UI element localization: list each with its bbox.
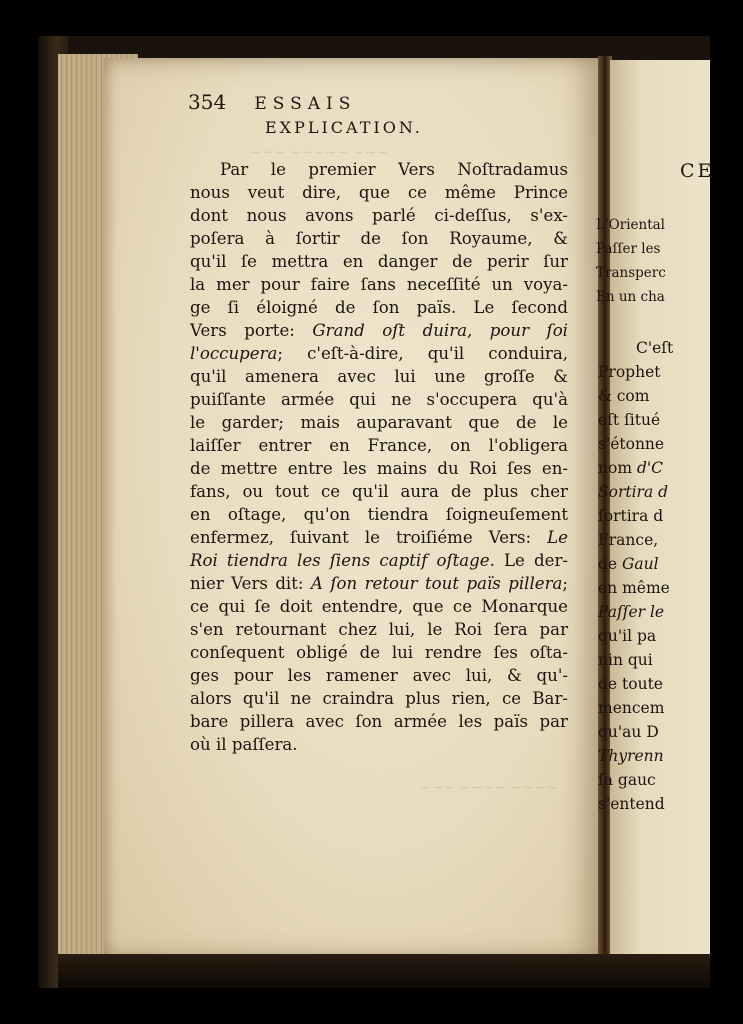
text-line (190, 687, 568, 710)
text-line (190, 365, 568, 388)
text-run: poſera à ſortir de ſon Royaume, & (190, 229, 568, 248)
text-line (190, 204, 568, 227)
running-head (188, 90, 356, 114)
right-page-heading: CE (680, 160, 715, 182)
right-page-line (598, 723, 672, 741)
text-line (190, 388, 568, 411)
italic-quote: Gaul (622, 555, 659, 573)
right-page-line (598, 699, 672, 717)
right-page-line (598, 363, 672, 381)
text-line (190, 733, 568, 756)
italic-quote: Grand oſt duira, pour ſoi (312, 321, 568, 340)
text-run: en oſtage, qu'on tiendra ſoigneuſement (190, 505, 568, 524)
text-run: France, (598, 531, 659, 549)
text-run: ſa gauc (598, 771, 656, 789)
text-line (190, 250, 568, 273)
right-page-line (598, 555, 672, 573)
italic-quote: A ſon retour tout païs pillera (310, 574, 563, 593)
text-line (190, 641, 568, 664)
italic-quote: Roi tiendra les ſiens captif oſtage. (190, 551, 495, 570)
text-run: ; (562, 574, 568, 593)
text-line (190, 710, 568, 733)
bottom-shadow (58, 954, 710, 988)
right-page-line (598, 507, 672, 525)
right-page-line (598, 627, 672, 645)
text-line (190, 618, 568, 641)
italic-quote: Le (547, 528, 568, 547)
right-page-line (598, 771, 672, 789)
text-line (190, 273, 568, 296)
text-line (190, 181, 568, 204)
right-page-line (598, 531, 672, 549)
text-run: nier Vers dit: (190, 574, 311, 593)
text-run: eſt ſitué (598, 411, 661, 429)
text-run: Prophet (598, 363, 661, 381)
text-run: puiſſante armée qui ne s'occupera qu'à (190, 390, 568, 409)
text-line (190, 595, 568, 618)
page-number: 354 (188, 90, 227, 114)
running-title: ESSAIS (254, 94, 357, 114)
text-line (190, 158, 568, 181)
text-run: dont nous avons parlé ci-deſſus, s'ex- (190, 206, 568, 225)
text-run: fans, ou tout ce qu'il aura de plus cher (190, 482, 568, 501)
right-page-line (598, 675, 672, 693)
right-page-line (596, 265, 670, 281)
text-line (190, 227, 568, 250)
text-run: nous veut dire, que ce même Prince (190, 183, 568, 202)
text-line (190, 457, 568, 480)
text-run: qu'il pa (598, 627, 657, 645)
text-run: ; c'eſt-à-dire, qu'il conduira, (277, 344, 568, 363)
bleed-through-mark: ~~~ ~~~~~ ~~~ (250, 145, 388, 161)
text-line (190, 664, 568, 687)
text-run: ſortira d (598, 507, 664, 525)
italic-quote: l'occupera (190, 344, 278, 363)
text-run: de toute (598, 675, 663, 693)
text-line (190, 503, 568, 526)
italic-quote: Thyrenn (598, 747, 664, 765)
text-run: nin qui (598, 651, 653, 669)
text-run: ges pour les ramener avec lui, & qu'- (190, 666, 568, 685)
text-run: nom (598, 459, 637, 477)
right-page-line (598, 747, 672, 765)
text-line (190, 480, 568, 503)
text-line (190, 526, 568, 549)
text-run: de mettre entre les mains du Roi ſes en- (190, 459, 568, 478)
text-run: conſequent obligé de lui rendre ſes oſta- (190, 643, 568, 662)
text-run: s'en retournant chez lui, le Roi ſera par (190, 620, 568, 639)
italic-quote: Sortira d (598, 483, 669, 501)
italic-quote: d'C (636, 459, 663, 477)
right-page-line (596, 217, 670, 233)
right-page-line (598, 603, 672, 621)
text-run: la mer pour faire ſans neceſſité un voya- (190, 275, 568, 294)
text-run: qu'il ſe mettra en danger de perir ſur (190, 252, 568, 271)
text-run: alors qu'il ne craindra plus rien, ce Bar- (190, 689, 568, 708)
text-line (190, 572, 568, 595)
text-run: C'eſt (636, 339, 674, 357)
text-run: le garder; mais auparavant que de le (190, 413, 568, 432)
right-page-line (596, 289, 670, 305)
right-page-line (598, 459, 672, 477)
section-heading: EXPLICATION. (265, 118, 423, 137)
bleed-through-mark: ~~~ ~~~~ ~~~~ (420, 780, 558, 796)
right-page-line (598, 651, 672, 669)
text-run: s'étonne (598, 435, 665, 453)
text-run: en même (598, 579, 670, 597)
text-run: laiſſer entrer en France, on l'obligera (190, 436, 568, 455)
text-run: & com (598, 387, 650, 405)
text-run: qu'il amenera avec lui une groſſe & (190, 367, 568, 386)
text-line (190, 296, 568, 319)
text-run: Transperc (596, 265, 666, 281)
text-run: Vers porte: (190, 321, 313, 340)
text-run: Le der- (494, 551, 568, 570)
text-line (190, 549, 568, 572)
right-page-line (598, 483, 672, 501)
right-page-line (598, 579, 672, 597)
text-line (190, 319, 568, 342)
text-run: Paſſer les (596, 241, 661, 257)
italic-quote: Paſſer le (598, 603, 665, 621)
right-page-line (598, 795, 672, 813)
text-line (190, 411, 568, 434)
right-page-line (596, 241, 670, 257)
text-run: qu'au D (598, 723, 659, 741)
right-page-line (598, 411, 672, 429)
text-run: L'Oriental (596, 217, 665, 233)
text-run: mencem (598, 699, 665, 717)
body-text (190, 158, 568, 756)
text-run: de (598, 555, 623, 573)
text-run: où il paſſera. (190, 735, 298, 754)
text-line (190, 342, 568, 365)
text-run: En un cha (596, 289, 665, 305)
text-run: enfermez, ſuivant le troiſiéme Vers: (190, 528, 548, 547)
right-page-line (598, 387, 672, 405)
text-run: s'entend (598, 795, 665, 813)
text-run: ge ſi éloigné de ſon païs. Le ſecond (190, 298, 568, 317)
text-run: bare pillera avec ſon armée les païs par (190, 712, 568, 731)
right-page-line (636, 339, 710, 357)
text-run: ce qui ſe doit entendre, que ce Monarque (190, 597, 568, 616)
text-line (190, 434, 568, 457)
right-page-line (598, 435, 672, 453)
text-run: Par le premier Vers Noſtradamus (220, 160, 568, 179)
